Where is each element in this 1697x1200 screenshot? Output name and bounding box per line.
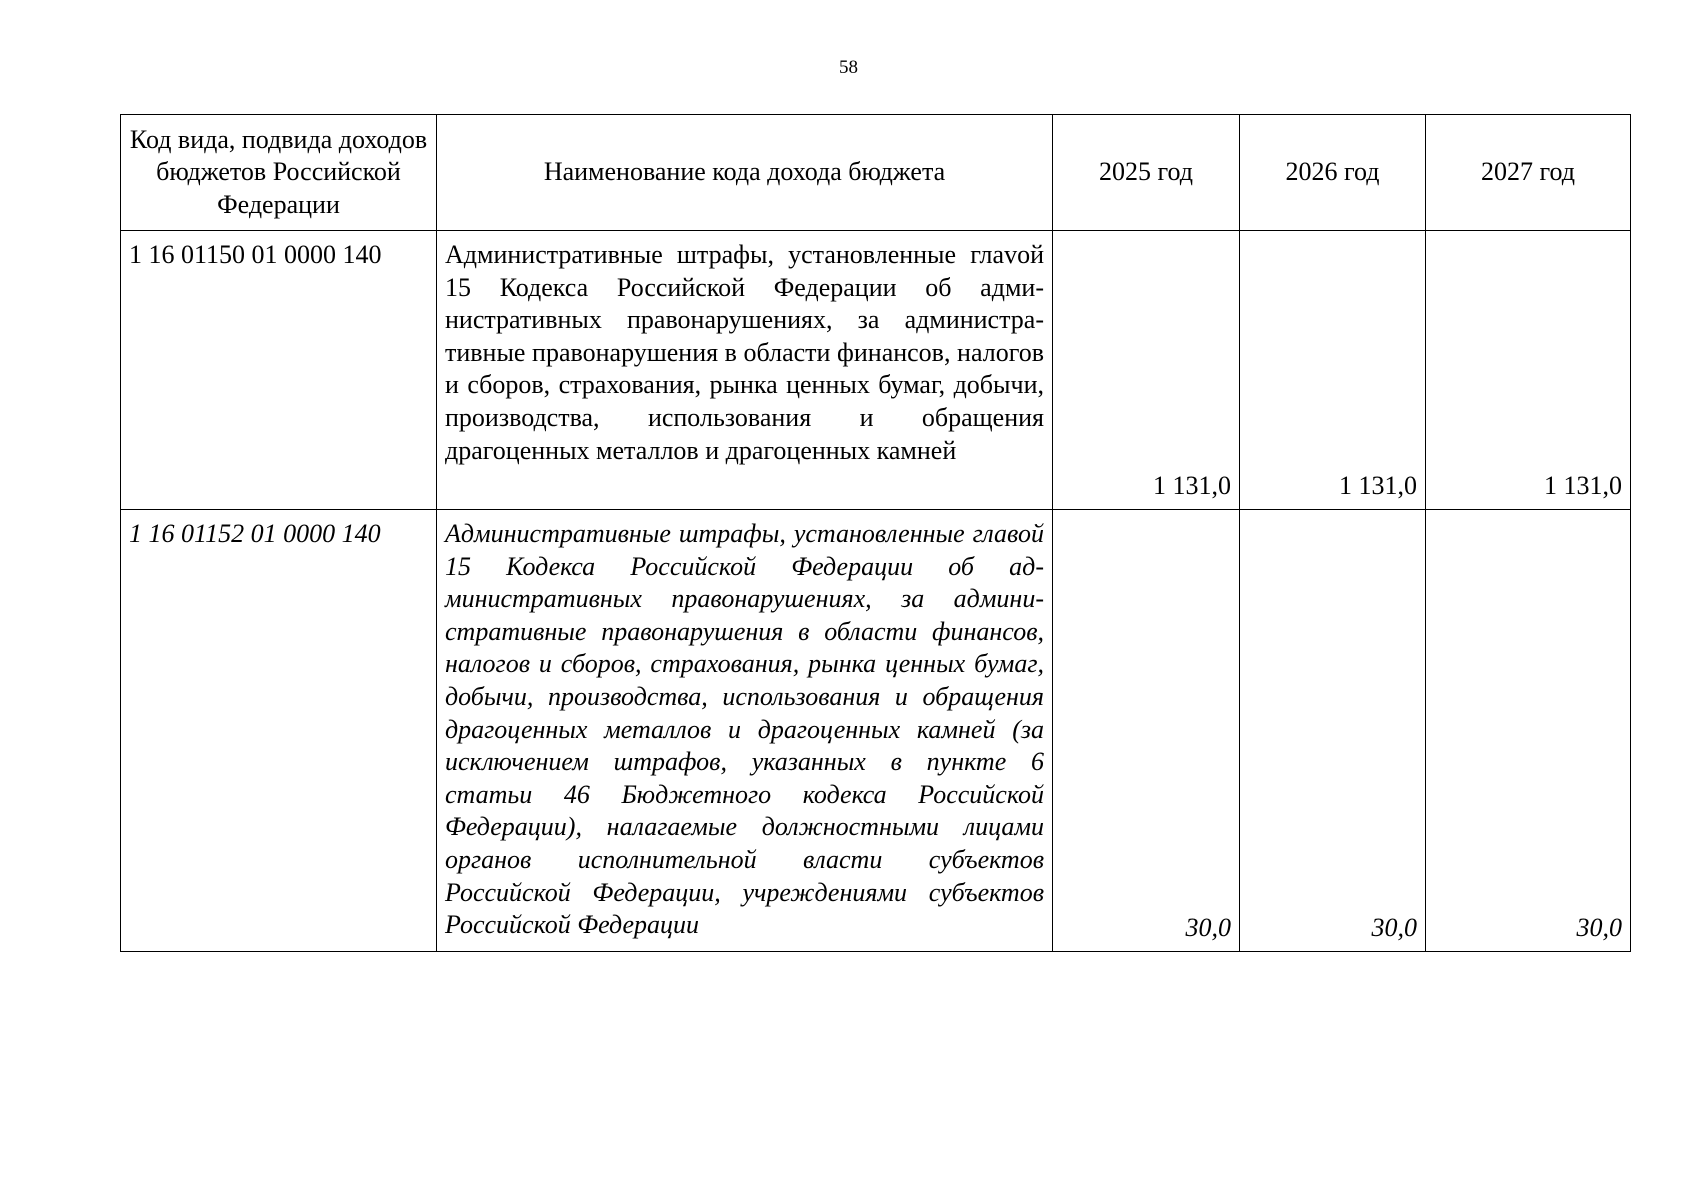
amount-2025: 30,0: [1053, 510, 1240, 952]
page-number: 58: [839, 57, 858, 78]
table-header-row: [121, 115, 1631, 231]
header-code: Код вида, подвида доходов бюджетов Российской Федерации: [121, 115, 437, 231]
table-row: [121, 231, 1631, 510]
amount-2027: 1 131,0: [1426, 231, 1631, 510]
header-2026: 2026 год: [1240, 115, 1426, 231]
revenue-name: Административные штрафы, установленные главой 15 Кодекса Российской Федерации об административных правонарушениях, за административные правонарушения в области финансов, налогов и сборов, страхования, рынка ценных бумаг, добычи, производства, использования и обращения драгоценных металлов и драгоценных камней (за исключением штрафов, указанных в пункте 6 статьи 46 Бюджетного кодекса Российской Федерации), налагаемые должностными лицами органов исполнительной власти субъектов Российской Федерации, учреждениями субъектов Российской Федерации: [437, 510, 1053, 952]
amount-2025: 1 131,0: [1053, 231, 1240, 510]
revenue-code: 1 16 01152 01 0000 140: [121, 510, 437, 952]
table-row: [121, 510, 1631, 952]
amount-2026: 30,0: [1240, 510, 1426, 952]
header-2027: 2027 год: [1426, 115, 1631, 231]
revenue-table: [120, 114, 1631, 952]
header-2025: 2025 год: [1053, 115, 1240, 231]
header-name: Наименование кода дохода бюджета: [437, 115, 1053, 231]
revenue-code: 1 16 01150 01 0000 140: [121, 231, 437, 510]
amount-2027: 30,0: [1426, 510, 1631, 952]
amount-2026: 1 131,0: [1240, 231, 1426, 510]
revenue-name: Административные штрафы, установленные глаvой 15 Кодекса Российской Федерации об административных правонарушениях, за административные правонарушения в области финансов, налогов и сборов, страхования, рынка ценных бумаг, добычи, производства, использования и обращения драгоценных металлов и драгоценных камней: [437, 231, 1053, 510]
